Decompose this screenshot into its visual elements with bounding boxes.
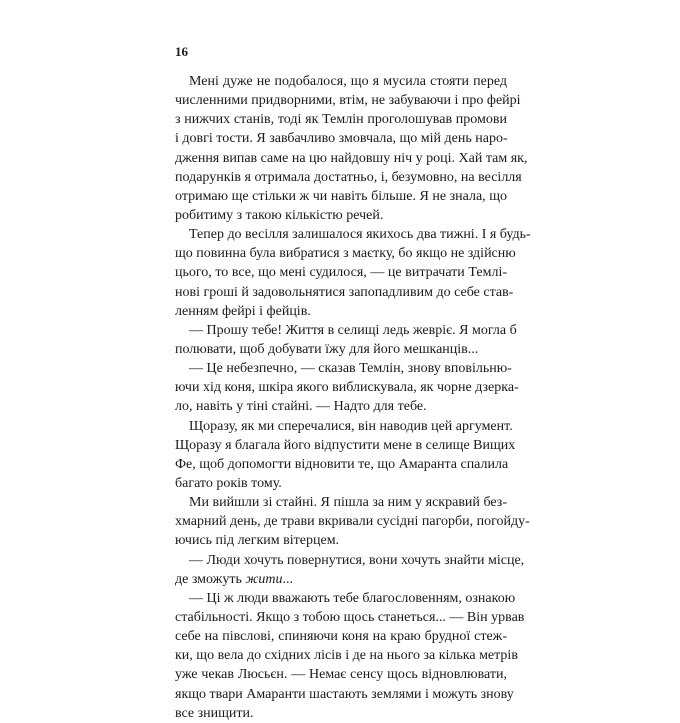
text-line: Мені дуже не подобалося, що я мусила стояти перед xyxy=(189,74,507,89)
text-line: — Люди хочуть повернутися, вони хочуть знайти місце, xyxy=(189,552,525,568)
text-line: отримаю ще стільки ж чи навіть більше. Я не знала, що xyxy=(175,188,507,204)
text-line: Щоразу, як ми сперечалися, він наводив цей аргумент. xyxy=(189,418,513,434)
text-line xyxy=(175,570,507,589)
text-segment: де зможуть xyxy=(175,571,246,587)
text-line: робитиму з такою кількістю речей. xyxy=(175,207,384,223)
text-segment: ... xyxy=(282,571,293,587)
text-line: дження випав саме на цю найдовшу ніч у році. Хай там як, xyxy=(175,150,528,166)
text-line: ленням фейрі і фейців. xyxy=(175,303,311,319)
text-line: ючи хід коня, шкіра якого виблискувала, як чорне дзерка- xyxy=(175,380,519,396)
text-line: численними придворними, втім, не забуваючи і про фейрі xyxy=(175,93,521,109)
text-line: Щоразу я благала його відпустити мене в селище Вищих xyxy=(175,437,516,453)
text-line: себе на півслові, спиняючи коня на краю брудної стеж- xyxy=(175,629,507,645)
body-text xyxy=(175,72,531,723)
text-line: подарунків я отримала достатньо, і, безумовно, на весілля xyxy=(175,169,522,185)
text-line: — Прошу тебе! Життя в селищі ледь жевріє. Я могла б xyxy=(189,322,517,338)
text-line: що повинна була вибратися з маєтку, бо якщо не здійсню xyxy=(175,246,516,262)
text-line: — Ці ж люди вважають тебе благословенням, ознакою xyxy=(189,590,516,606)
text-line: багато років тому. xyxy=(175,475,282,491)
text-line: Фе, щоб допомогти відновити те, що Амаранта спалила xyxy=(175,456,509,472)
text-line: стабільності. Якщо з тобою щось станеться... — Він урвав xyxy=(175,609,525,625)
text-line: полювати, щоб добувати їжу для його мешканців... xyxy=(175,341,479,357)
text-line: і довгі тости. Я завбачливо змовчала, що мій день наро- xyxy=(175,131,508,147)
text-line: все знищити. xyxy=(175,705,254,721)
text-line: — Це небезпечно, — сказав Темлін, знову вповільню- xyxy=(189,361,512,377)
text-line: Тепер до весілля залишалося якихось два тижні. І я будь- xyxy=(189,227,531,243)
text-line: хмарний день, де трави вкривали сусідні пагорби, погойду- xyxy=(175,514,530,530)
text-line: ючись під легким вітерцем. xyxy=(175,533,340,549)
text-line: ки, що вела до східних лісів і де на нього за кілька метрів xyxy=(175,648,518,664)
italic-segment: жити xyxy=(245,571,283,587)
text-line: нові гроші й задовольнятися запопадливим до себе став- xyxy=(175,284,514,300)
text-line: уже чекав Люсьєн. — Немає сенсу щось відновлювати, xyxy=(175,667,507,683)
page-number: 16 xyxy=(175,44,188,59)
text-line: якщо твари Амаранти шастають землями і можуть знову xyxy=(175,686,514,702)
text-line: Ми вийшли зі стайні. Я пішла за ним у яскравий без- xyxy=(189,495,507,511)
text-line: цього, то все, що мені судилося, — це витрачати Темлі- xyxy=(175,265,507,281)
text-line: з нижчих станів, тоді як Темлін проголошував промови xyxy=(175,112,507,128)
text-line: ло, навіть у тіні стайні. — Надто для тебе. xyxy=(175,399,427,415)
